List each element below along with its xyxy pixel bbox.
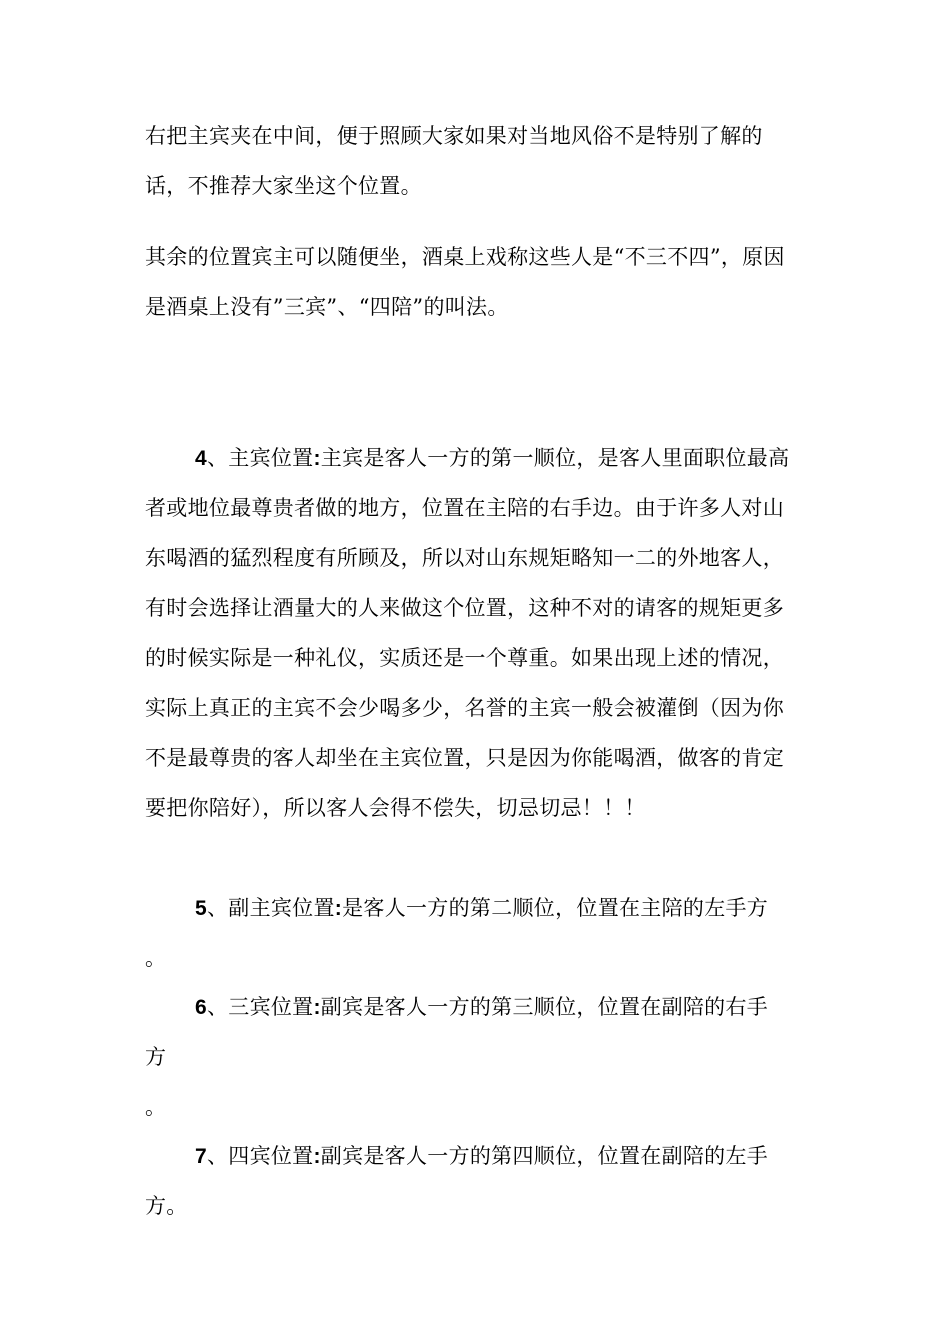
item-5-line-2: 。	[145, 946, 167, 970]
item-4-line-5: 的时候实际是一种礼仪，实质还是一个尊重。如果出现上述的情况，	[145, 646, 784, 670]
item-6-line-3: 。	[145, 1095, 167, 1119]
item-7-first-line-text: 副宾是客人一方的第四顺位，位置在副陪的左手	[320, 1144, 769, 1168]
item-4-line-2: 者或地位最尊贵者做的地方，位置在主陪的右手边。由于许多人对山	[145, 496, 784, 520]
item-4-first-line-text: 主宾是客人一方的第一顺位，是客人里面职位最高	[320, 446, 790, 470]
item-7-number: 7	[195, 1145, 207, 1168]
item-7-colon: :	[313, 1145, 321, 1168]
item-4-line-3: 东喝酒的猛烈程度有所顾及，所以对山东规矩略知一二的外地客人，	[145, 546, 784, 570]
item-7-first-line	[195, 1141, 768, 1172]
item-5-first-line	[195, 893, 768, 924]
item-6-title: 、三宾位置	[206, 995, 314, 1019]
item-5-colon: :	[334, 897, 343, 920]
item-4-number: 4	[195, 447, 207, 470]
item-4-title: 、主宾位置	[206, 446, 314, 470]
item-4-line-6: 实际上真正的主宾不会少喝多少，名誉的主宾一般会被灌倒（因为你	[145, 696, 784, 720]
item-6-first-line	[195, 992, 768, 1023]
item-7-line-2: 方。	[145, 1194, 188, 1218]
item-4-line-8: 要把你陪好），所以客人会得不偿失，切忌切忌！！！	[145, 796, 646, 820]
item-5-title: 、副主宾位置	[206, 896, 335, 920]
item-6-first-line-text: 副宾是客人一方的第三顺位，位置在副陪的右手	[320, 995, 769, 1019]
paragraph-b-line-1: 其余的位置宾主可以随便坐，酒桌上戏称这些人是“不三不四”，原因	[145, 245, 785, 269]
item-4-first-line	[195, 443, 789, 474]
item-4-colon: :	[313, 447, 321, 470]
item-4-line-4: 有时会选择让酒量大的人来做这个位置，这种不对的请客的规矩更多	[145, 596, 784, 620]
paragraph-a-line-1: 右把主宾夹在中间，便于照顾大家如果对当地风俗不是特别了解的	[145, 124, 763, 148]
item-4-line-7: 不是最尊贵的客人却坐在主宾位置，只是因为你能喝酒，做客的肯定	[145, 746, 784, 770]
item-5-first-line-text: 是客人一方的第二顺位，位置在主陪的左手方	[342, 896, 769, 920]
item-6-number: 6	[195, 996, 207, 1019]
paragraph-a-line-2: 话，不推荐大家坐这个位置。	[145, 174, 422, 198]
item-6-line-2: 方	[145, 1045, 167, 1069]
item-6-colon: :	[313, 996, 321, 1019]
paragraph-b-line-2: 是酒桌上没有”三宾”、“四陪”的叫法。	[145, 295, 509, 319]
item-5-number: 5	[195, 897, 207, 920]
item-7-title: 、四宾位置	[206, 1144, 314, 1168]
